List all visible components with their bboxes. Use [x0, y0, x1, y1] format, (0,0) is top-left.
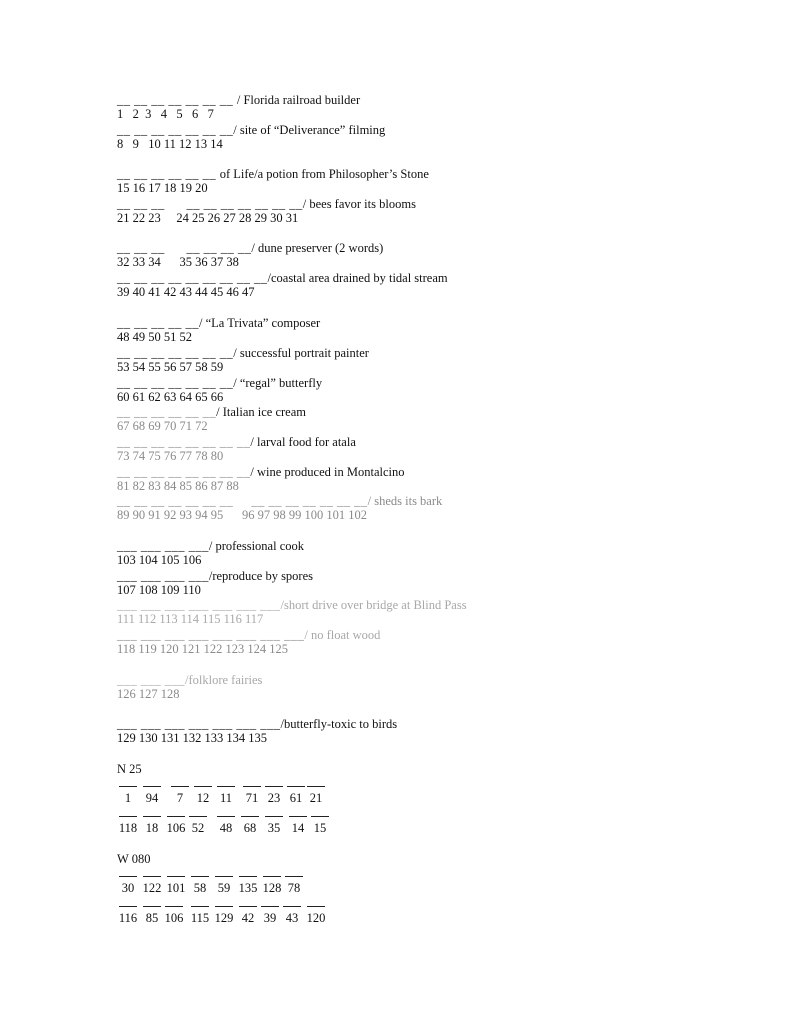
- answer-blanks: ___ ___ ___: [117, 673, 185, 687]
- answer-blanks: ___ ___ ___ ___ ___ ___ ___: [117, 717, 281, 731]
- clue-text: /butterfly-toxic to birds: [280, 717, 398, 731]
- clue-text: / Florida railroad builder: [236, 93, 361, 107]
- coord-cell: [309, 816, 331, 836]
- cell-number: 12: [196, 791, 210, 805]
- answer-blanks: __ __ __ __ __ __ __ __ __ __: [117, 197, 303, 211]
- coord-cell: [189, 876, 211, 896]
- clue-text: /coastal area drained by tidal stream: [267, 271, 448, 285]
- cell-number: 129: [214, 911, 234, 925]
- clue-18: [117, 674, 262, 701]
- letter-numbers: 103 104 105 106: [117, 553, 202, 567]
- clue-6: [117, 272, 448, 299]
- cell-number: 30: [121, 881, 135, 895]
- clue-11: [117, 436, 356, 463]
- answer-blanks: ___ ___ ___ ___ ___ ___ ___: [117, 598, 281, 612]
- answer-blanks: __ __ __ __ __ __ __ __ __ __ __ __ __ __: [117, 494, 368, 508]
- north-row-1: [117, 786, 347, 804]
- cell-number: 58: [193, 881, 207, 895]
- coord-cell: [163, 906, 185, 926]
- clue-5: [117, 242, 383, 269]
- answer-blanks: __ __ __ __ __ __ __ __: [117, 435, 251, 449]
- answer-blanks: __ __ __ __ __ __ __: [117, 376, 234, 390]
- cell-number: 94: [145, 791, 159, 805]
- clue-text: / larval food for atala: [250, 435, 356, 449]
- cell-number: 48: [219, 821, 233, 835]
- cell-number: 35: [267, 821, 281, 835]
- coord-cell: [117, 786, 139, 806]
- cell-number: 61: [289, 791, 303, 805]
- clue-1: [117, 94, 360, 121]
- clue-14: [117, 540, 304, 567]
- letter-numbers: 67 68 69 70 71 72: [117, 419, 208, 433]
- coord-cell: [117, 906, 139, 926]
- clue-text: / no float wood: [304, 628, 381, 642]
- coord-cell: [305, 786, 327, 806]
- letter-numbers: 39 40 41 42 43 44 45 46 47: [117, 285, 255, 299]
- coord-cell: [259, 906, 281, 926]
- cell-number: 115: [190, 911, 210, 925]
- cell-number: 106: [164, 911, 184, 925]
- clue-text: / Italian ice cream: [216, 405, 306, 419]
- coord-cell: [285, 786, 307, 806]
- clue-9: [117, 377, 322, 404]
- clue-text: / bees favor its blooms: [302, 197, 416, 211]
- coord-cell: [213, 906, 235, 926]
- answer-blanks: __ __ __ __ __ __: [117, 167, 220, 181]
- coord-cell: [261, 876, 283, 896]
- clue-7: [117, 317, 320, 344]
- cell-number: 11: [219, 791, 233, 805]
- clue-text: / dune preserver (2 words): [251, 241, 384, 255]
- cell-number: 122: [142, 881, 162, 895]
- clue-17: [117, 629, 380, 656]
- cell-number: 42: [241, 911, 255, 925]
- answer-blanks: __ __ __ __ __ __ __ __ __: [117, 271, 268, 285]
- answer-blanks: __ __ __ __ __ __ __ __: [117, 465, 251, 479]
- cell-number: 85: [145, 911, 159, 925]
- clue-19: [117, 718, 397, 745]
- coord-cell: [187, 816, 209, 836]
- clue-3: [117, 168, 429, 195]
- clue-text: / “La Trivata” composer: [199, 316, 321, 330]
- coord-cell: [213, 876, 235, 896]
- answer-blanks: __ __ __ __ __ __ __: [117, 346, 234, 360]
- answer-blanks: __ __ __ __ __ __ __: [117, 123, 234, 137]
- coord-cell: [283, 876, 305, 896]
- cell-number: 14: [291, 821, 305, 835]
- clue-text: / sheds its bark: [367, 494, 443, 508]
- letter-numbers: 15 16 17 18 19 20: [117, 181, 208, 195]
- cell-number: 78: [287, 881, 301, 895]
- clue-text: / site of “Deliverance” filming: [233, 123, 386, 137]
- cell-number: 116: [118, 911, 138, 925]
- coord-cell: [189, 906, 211, 926]
- cell-number: 71: [245, 791, 259, 805]
- clue-text: / wine produced in Montalcino: [250, 465, 405, 479]
- cell-number: 118: [118, 821, 138, 835]
- coord-cell: [237, 876, 259, 896]
- cell-number: 128: [262, 881, 282, 895]
- coord-cell: [241, 786, 263, 806]
- letter-numbers: 60 61 62 63 64 65 66: [117, 390, 224, 404]
- coord-cell: [237, 906, 259, 926]
- clue-text: /reproduce by spores: [208, 569, 314, 583]
- letter-numbers: 1 2 3 4 5 6 7: [117, 107, 214, 121]
- cell-number: 52: [191, 821, 205, 835]
- answer-blanks: __ __ __ __ __ __: [117, 405, 217, 419]
- clue-2: [117, 124, 385, 151]
- coord-cell: [287, 816, 309, 836]
- coord-cell: [239, 816, 261, 836]
- clue-text: / successful portrait painter: [233, 346, 369, 360]
- cell-number: 23: [267, 791, 281, 805]
- west-row-1: [117, 876, 347, 894]
- clue-13: [117, 495, 442, 522]
- cell-number: 120: [306, 911, 326, 925]
- answer-blanks: ___ ___ ___ ___: [117, 539, 209, 553]
- coord-cell: [165, 816, 187, 836]
- coord-cell: [263, 786, 285, 806]
- cell-number: 135: [238, 881, 258, 895]
- letter-numbers: 73 74 75 76 77 78 80: [117, 449, 224, 463]
- coord-cell: [141, 906, 163, 926]
- north-row-2: [117, 816, 347, 834]
- letter-numbers: 48 49 50 51 52: [117, 330, 192, 344]
- coord-cell: [165, 876, 187, 896]
- clue-4: [117, 198, 416, 225]
- clue-15: [117, 570, 313, 597]
- cell-number: 1: [124, 791, 132, 805]
- letter-numbers: 21 22 23 24 25 26 27 28 29 30 31: [117, 211, 299, 225]
- letter-numbers: 8 9 10 11 12 13 14: [117, 137, 223, 151]
- letter-numbers: 129 130 131 132 133 134 135: [117, 731, 267, 745]
- coord-cell: [117, 876, 139, 896]
- letter-numbers: 107 108 109 110: [117, 583, 201, 597]
- clue-8: [117, 347, 369, 374]
- coord-cell: [281, 906, 303, 926]
- letter-numbers: 81 82 83 84 85 86 87 88: [117, 479, 239, 493]
- cell-number: 101: [166, 881, 186, 895]
- letter-numbers: 126 127 128: [117, 687, 180, 701]
- coord-cell: [141, 876, 163, 896]
- clue-10: [117, 406, 306, 433]
- coord-cell: [305, 906, 327, 926]
- answer-blanks: ___ ___ ___ ___: [117, 569, 209, 583]
- clue-text: /folklore fairies: [185, 673, 263, 687]
- north-label: N 25: [117, 762, 142, 776]
- clue-text: / “regal” butterfly: [233, 376, 323, 390]
- letter-numbers: 89 90 91 92 93 94 95 96 97 98 99 100 101 102: [117, 508, 367, 522]
- cell-number: 39: [263, 911, 277, 925]
- coord-cell: [215, 816, 237, 836]
- coord-cell: [117, 816, 139, 836]
- coord-cell: [192, 786, 214, 806]
- clue-16: [117, 599, 467, 626]
- cell-number: 7: [176, 791, 184, 805]
- clue-text: / professional cook: [208, 539, 304, 553]
- coord-cell: [169, 786, 191, 806]
- clue-12: [117, 466, 405, 493]
- letter-numbers: 111 112 113 114 115 116 117: [117, 612, 264, 626]
- clue-text: of Life/a potion from Philosopher’s Stone: [219, 167, 429, 181]
- coord-cell: [141, 786, 163, 806]
- letter-numbers: 32 33 34 35 36 37 38: [117, 255, 239, 269]
- clue-text: /short drive over bridge at Blind Pass: [280, 598, 467, 612]
- cell-number: 106: [166, 821, 186, 835]
- coord-cell: [141, 816, 163, 836]
- answer-blanks: __ __ __ __ __ __ __: [117, 241, 252, 255]
- answer-blanks: ___ ___ ___ ___ ___ ___ ___ ___: [117, 628, 305, 642]
- cell-number: 18: [145, 821, 159, 835]
- letter-numbers: 118 119 120 121 122 123 124 125: [117, 642, 288, 656]
- cell-number: 15: [313, 821, 327, 835]
- west-row-2: [117, 906, 347, 924]
- answer-blanks: __ __ __ __ __: [117, 316, 199, 330]
- cell-number: 68: [243, 821, 257, 835]
- cell-number: 59: [217, 881, 231, 895]
- cell-number: 21: [309, 791, 323, 805]
- letter-numbers: 53 54 55 56 57 58 59: [117, 360, 224, 374]
- coord-cell: [215, 786, 237, 806]
- answer-blanks: __ __ __ __ __ __ __: [117, 93, 237, 107]
- coord-cell: [263, 816, 285, 836]
- west-label: W 080: [117, 852, 151, 866]
- cell-number: 43: [285, 911, 299, 925]
